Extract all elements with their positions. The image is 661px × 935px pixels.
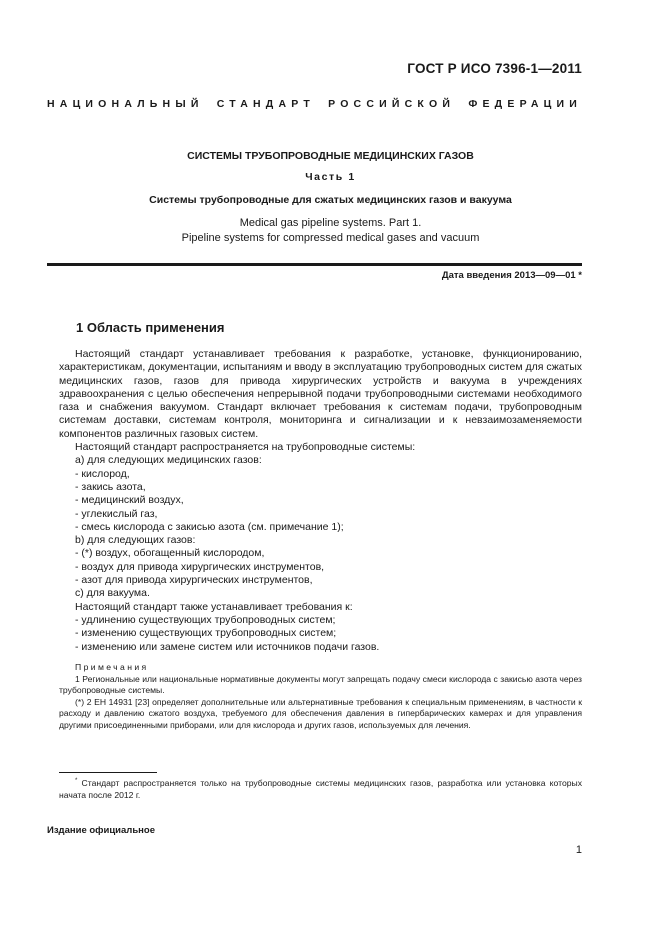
note-item: 1 Региональные или национальные нормативные документы могут запрещать подачу смеси кислорода с закисью азота через трубопроводные системы. [59,673,582,696]
notes-block [59,662,582,732]
document-title: СИСТЕМЫ ТРУБОПРОВОДНЫЕ МЕДИЦИНСКИХ ГАЗОВ [187,150,474,162]
list-item: - кислород, [75,467,130,480]
also-paragraph: Настоящий стандарт также устанавливает требования к: [75,600,353,613]
list-item: - смесь кислорода с закисью азота (см. примечание 1); [75,520,344,533]
english-title-line-2: Pipeline systems for compressed medical gases and vacuum [181,231,480,244]
section-body [59,348,582,654]
list-item: - медицинский воздух, [75,494,184,507]
document-code: ГОСТ Р ИСО 7396-1—2011 [407,61,582,76]
document-part: Часть 1 [305,171,356,183]
footnote-text: Стандарт распространяется только на трубопроводные системы медицинских газов, разработка или установка которых начата после 2012 г. [59,777,582,800]
footnote [59,775,582,801]
list-item: - углекислый газ, [75,507,158,520]
notes-title: Примечания [75,662,149,672]
scope-paragraph: Настоящий стандарт устанавливает требования к разработке, установке, функционированию, характеристикам, документации, испытаниям и вводу в эксплуатацию трубопроводных систем для сжатых медицинских газов, газов для привода хирургических устройств и вакуума в учреждениях здравоохранения с целью обеспечения непрерывной подачи трубопроводными системами необходимого газа и снабжения вакуумом. Стандарт включает требования к системам подачи, трубопроводным системам доставки, системам контроля, мониторинга и сигнализации и к невзаимозаменяемости компонентов различных газовых систем. [59,348,582,440]
list-c-title: с) для вакуума. [75,587,150,600]
section-heading: 1 Область применения [76,320,225,335]
title-divider [47,263,582,266]
list-item: - азот для привода хирургических инструментов, [75,574,313,587]
official-edition-label: Издание официальное [47,825,155,836]
list-item: - воздух для привода хирургических инструментов, [75,560,325,573]
note-item: (*) 2 ЕН 14931 [23] определяет дополнительные или альтернативные требования к специальным применениям, в частности к расходу и давлению сжатого воздуха, требуемого для обеспечения давления в гипербарических камерах и для управления другими присоединенными приборами, или для кислорода и других газов, используемых для лечения. [59,696,582,730]
footnote-marker: * [75,778,78,784]
english-title-line-1: Medical gas pipeline systems. Part 1. [239,217,422,229]
list-item: - изменению существующих трубопроводных систем; [75,627,337,640]
list-a-title: а) для следующих медицинских газов: [75,454,262,467]
footnote-divider [59,772,157,773]
list-item: - (*) воздух, обогащенный кислородом, [75,547,265,560]
introduction-date: Дата введения 2013—09—01 * [441,270,582,281]
applies-paragraph: Настоящий стандарт распространяется на трубопроводные системы: [75,441,416,454]
national-standard-banner: НАЦИОНАЛЬНЫЙ СТАНДАРТ РОССИЙСКОЙ ФЕДЕРАЦИИ [47,98,582,110]
document-subtitle: Системы трубопроводные для сжатых медицинских газов и вакуума [149,194,512,206]
list-item: - изменению или замене систем или источников подачи газов. [75,640,380,653]
list-item: - удлинению существующих трубопроводных систем; [75,613,336,626]
list-b-title: b) для следующих газов: [75,534,196,547]
english-title [0,216,661,245]
list-item: - закись азота, [75,480,146,493]
page-number: 1 [575,844,582,856]
